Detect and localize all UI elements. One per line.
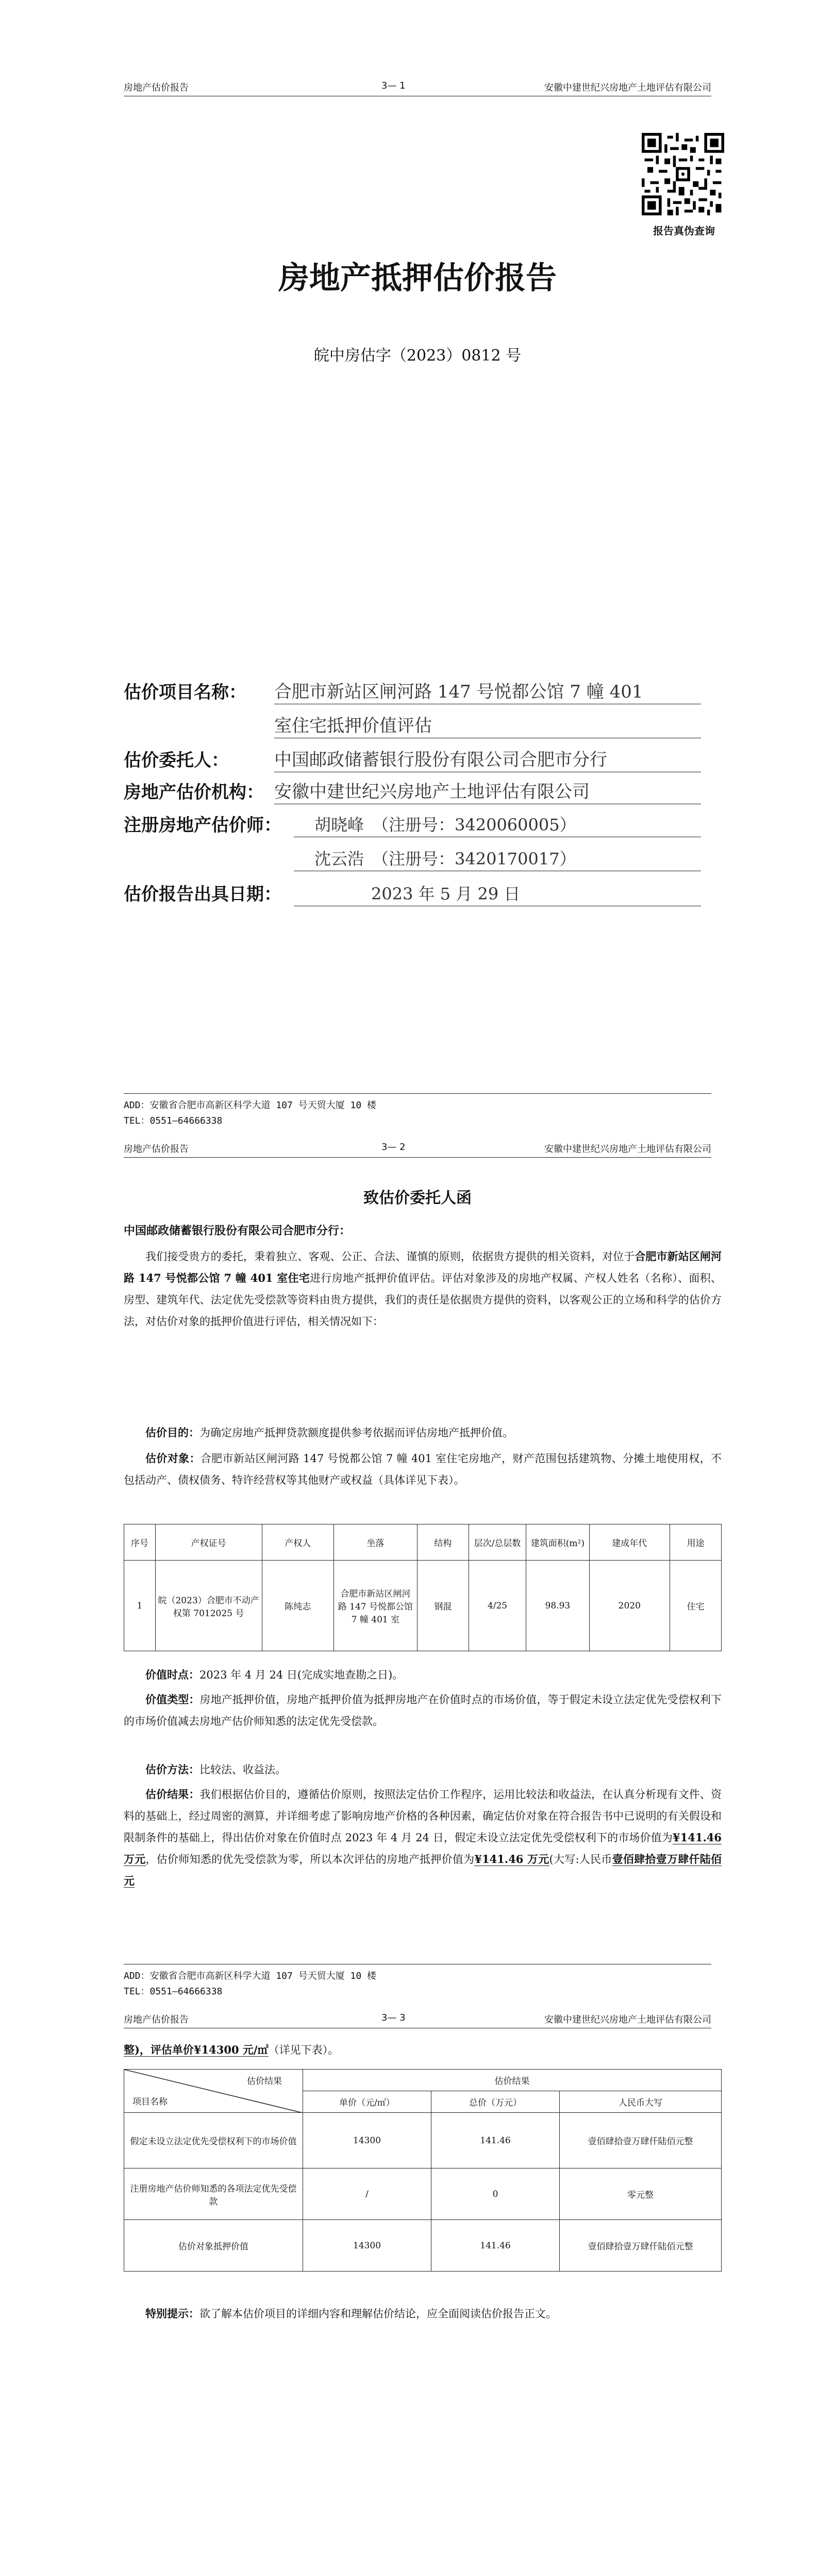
result-subheader-row: 单价（元/㎡） 总价（万元） 人民币大写: [124, 2091, 722, 2113]
appraiser-label: 注册房地产估价师：: [124, 815, 281, 836]
th-seq: 序号: [124, 1524, 156, 1561]
qr-caption: 报告真伪查询: [653, 225, 715, 237]
qr-code[interactable]: [642, 133, 724, 215]
appraiser-1: 胡晓峰 （注册号：3420060005）: [294, 813, 701, 837]
footer-address: ADD：安徽省合肥市高新区科学大道 107 号天贸大厦 10 楼: [124, 1971, 377, 1981]
header-title: 房地产估价报告: [124, 1144, 189, 1155]
footer-rule: [124, 1093, 711, 1094]
page-marker: 3— 2: [381, 1142, 406, 1153]
project-label: 估价项目名称：: [124, 682, 246, 703]
value-in-words: 壹佰肆拾壹万肆仟陆佰元: [124, 1853, 722, 1887]
report-number: 皖中房估字（2023）0812 号: [313, 347, 522, 365]
mortgage-value: ¥141.46 万元: [474, 1853, 549, 1866]
th-cert: 产权证号: [155, 1524, 262, 1561]
header-company: 安徽中建世纪兴房地产土地评估有限公司: [544, 82, 711, 93]
footer-tel: TEL：0551—64666338: [124, 1115, 223, 1126]
header-rule: [124, 1157, 711, 1158]
th-structure: 结构: [417, 1524, 469, 1561]
object-paragraph: 估价对象：合肥市新站区闸河路 147 号悦都公馆 7 幢 401 室住宅房地产，财产范围包括建筑物、分摊土地使用权，不包括动产、债权债务、特许经营权等其他财产或权益（具体详见下表）。: [124, 1452, 722, 1486]
page-marker: 3— 3: [381, 2012, 406, 2023]
table-row: 估价对象抵押价值 14300 141.46 壹佰肆拾壹万肆仟陆佰元整: [124, 2220, 722, 2272]
th-location: 坐落: [333, 1524, 417, 1561]
property-address: 合肥市新站区闸河路 147 号悦都公馆 7 幢 401 室住宅: [124, 1250, 722, 1284]
intro-paragraph: 我们接受贵方的委托，秉着独立、客观、公正、合法、谨慎的原则，依据贵方提供的相关资料，对位于合肥市新站区闸河路 147 号悦都公馆 7 幢 401 室住宅进行房地产抵押价值评估。评估对象涉及的房地产权属、产权人姓名（名称）、面积、房型、建筑年代、法定优先受偿款等资料由贵方提供，我们的责任是依据贵方提供的资料，以客观公正的立场和科学的估价方法，对估价对象的抵押价值进行评估，相关情况如下：: [124, 1250, 722, 1328]
date-label: 估价报告出具日期：: [124, 884, 281, 905]
th-area: 建筑面积(m²): [526, 1524, 590, 1561]
footer-tel: TEL：0551—64666338: [124, 1986, 223, 1997]
value-type-paragraph: 价值类型：房地产抵押价值，房地产抵押价值为抵押房地产在价值时点的市场价值，等于假定未设立法定优先受偿权利下的市场价值减去房地产估价师知悉的法定优先受偿款。: [124, 1693, 722, 1727]
th-use: 用途: [670, 1524, 721, 1561]
appraiser-2: 沈云浩 （注册号：3420170017）: [294, 847, 701, 871]
purpose-paragraph: 估价目的：为确定房地产抵押贷款额度提供参考依据而评估房地产抵押价值。: [145, 1426, 513, 1439]
page-marker: 3— 1: [381, 80, 406, 91]
header-company: 安徽中建世纪兴房地产土地评估有限公司: [544, 2014, 711, 2025]
special-note: 特别提示：欲了解本估价项目的详细内容和理解估价结论，应全面阅读估价报告正文。: [145, 2307, 557, 2320]
result-group-header: 估价结果: [303, 2070, 722, 2091]
header-company: 安徽中建世纪兴房地产土地评估有限公司: [544, 1144, 711, 1155]
org-value: 安徽中建世纪兴房地产土地评估有限公司: [274, 780, 701, 804]
table-row: 1 皖（2023）合肥市不动产权第 7012025 号 陈纯志 合肥市新站区闸河路 147 号悦都公馆 7 幢 401 室 钢混 4/25 98.93 2020 住宅: [124, 1561, 722, 1651]
th-owner: 产权人: [262, 1524, 333, 1561]
table-row: 假定未设立法定优先受偿权利下的市场价值 14300 141.46 壹佰肆拾壹万肆仟陆佰元整: [124, 2113, 722, 2168]
result-table: [124, 2069, 722, 2272]
result-header-row: [124, 2070, 722, 2091]
value-date-paragraph: 价值时点：2023 年 4 月 24 日(完成实地查勘之日)。: [145, 1668, 404, 1681]
project-value-2: 室住宅抵押价值评估: [274, 714, 701, 738]
org-label: 房地产估价机构：: [124, 782, 264, 803]
table-header-row: [124, 1524, 722, 1561]
result-paragraph: 估价结果：我们根据估价目的，遵循估价原则，按照法定估价工作程序，运用比较法和收益法，在认真分析现有文件、资料的基础上，经过周密的测算，并详细考虑了影响房地产价格的各种因素，确定估价对象在符合报告书中已说明的有关假设和限制条件的基础上，得出估价对象在价值时点 2023 年 4 月 24 日，假定未设立法定优先受偿权利下的市场价值为¥141.46 万元，估价师知悉的优先受偿款为零，所以本次评估的房地产抵押价值为¥141.46 万元(大写:人民币壹佰肆拾壹万肆仟陆佰元: [124, 1788, 722, 1887]
property-table: [124, 1524, 722, 1651]
project-value-1: 合肥市新站区闸河路 147 号悦都公馆 7 幢 401: [274, 680, 701, 704]
client-label: 估价委托人：: [124, 750, 229, 771]
market-value: ¥141.46 万元: [124, 1831, 722, 1866]
diagonal-header-cell: 估价结果 项目名称: [124, 2070, 303, 2113]
letter-title: 致估价委托人函: [363, 1189, 472, 1207]
unit-price: ¥14300 元/㎡: [193, 2043, 269, 2056]
date-value: 2023 年 5 月 29 日: [294, 882, 701, 906]
header-title: 房地产估价报告: [124, 2014, 189, 2025]
th-year: 建成年代: [589, 1524, 670, 1561]
unit-price-line: 整)，评估单价¥14300 元/㎡（详见下表）。: [124, 2043, 339, 2056]
footer-address: ADD：安徽省合肥市高新区科学大道 107 号天贸大厦 10 楼: [124, 1100, 377, 1111]
header-title: 房地产估价报告: [124, 82, 189, 93]
letter-recipient: 中国邮政储蓄银行股份有限公司合肥市分行：: [124, 1224, 351, 1238]
th-floors: 层次/总层数: [469, 1524, 526, 1561]
cover-title: 房地产抵押估价报告: [278, 260, 557, 296]
table-row: 注册房地产估价师知悉的各项法定优先受偿款 / 0 零元整: [124, 2168, 722, 2220]
method-paragraph: 估价方法：比较法、收益法。: [145, 1763, 286, 1776]
client-value: 中国邮政储蓄银行股份有限公司合肥市分行: [274, 748, 701, 772]
